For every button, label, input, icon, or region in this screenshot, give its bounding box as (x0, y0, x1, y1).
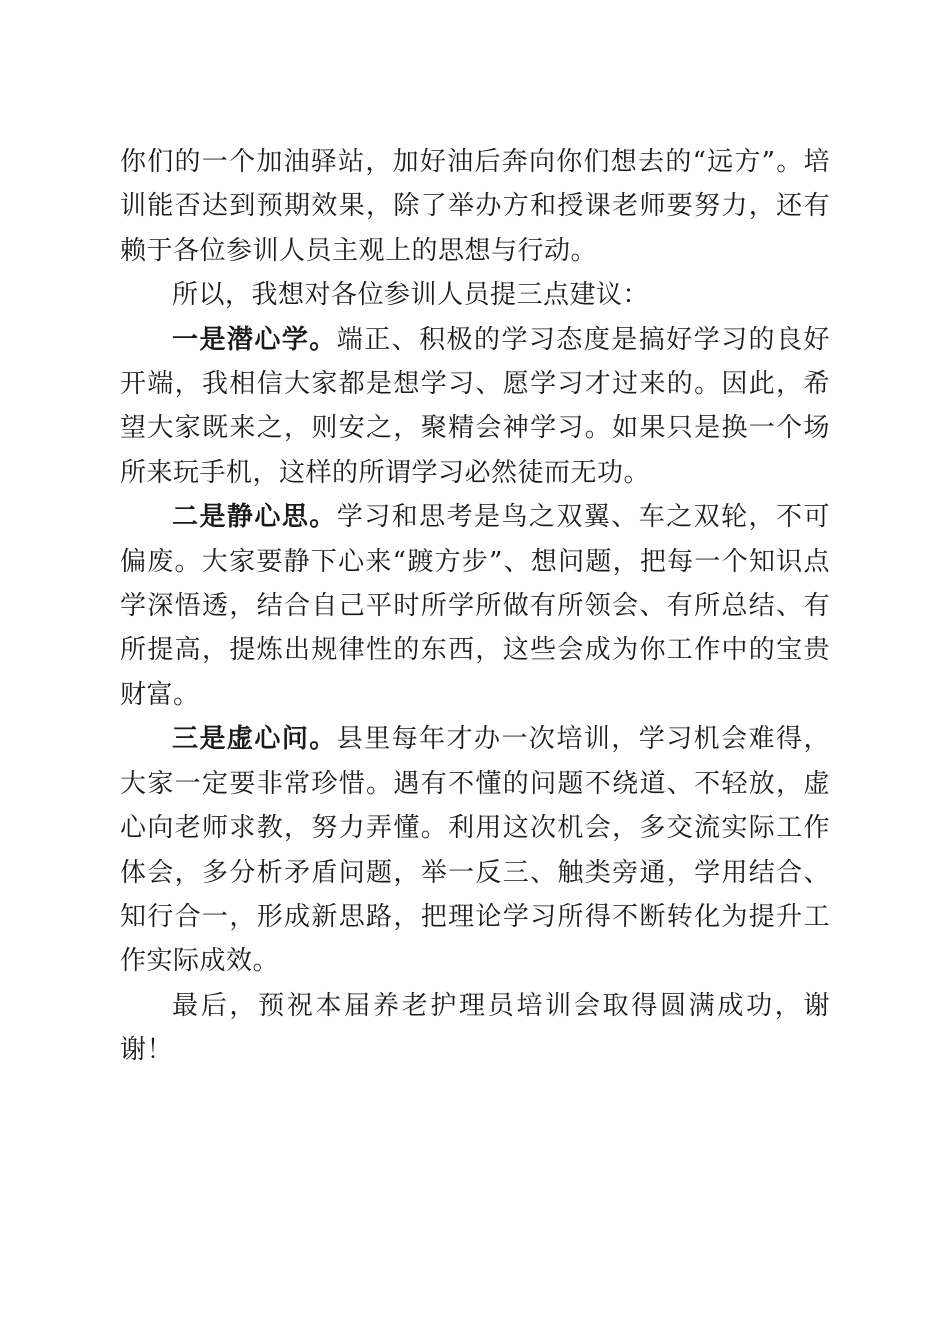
paragraph-suggestion-two (120, 495, 830, 717)
paragraph-text: 端正、积极的学习态度是搞好学习的良好开端，我相信大家都是想学习、愿学习才过来的。因此，希望大家既来之，则安之，聚精会神学习。如果只是换一个场所来玩手机，这样的所谓学习必然徒而无功。 (120, 324, 830, 488)
paragraph-text: 最后，预祝本届养老护理员培训会取得圆满成功，谢谢！ (120, 990, 830, 1066)
paragraph-text: 你们的一个加油驿站，加好油后奔向你们想去的“远方”。培训能否达到预期效果，除了举办方和授课老师要努力，还有赖于各位参训人员主观上的思想与行动。 (120, 147, 830, 266)
paragraph-text: 学习和思考是鸟之双翼、车之双轮，不可偏废。大家要静下心来“踱方步”、想问题，把每一个知识点学深悟透，结合自己平时所学所做有所领会、有所总结、有所提高，提炼出规律性的东西，这些会成为你工作中的宝贵财富。 (120, 502, 830, 710)
paragraph-lead: 二是静心思。 (172, 502, 337, 533)
paragraph-suggestion-one (120, 318, 830, 496)
paragraph-suggestions-intro (120, 273, 830, 317)
paragraph-continuation (120, 140, 830, 273)
paragraph-closing (120, 984, 830, 1073)
paragraph-lead: 三是虚心问。 (172, 724, 337, 755)
paragraph-lead: 一是潜心学。 (172, 324, 337, 355)
document-body (120, 140, 830, 1073)
paragraph-suggestion-three (120, 717, 830, 983)
paragraph-text: 县里每年才办一次培训，学习机会难得，大家一定要非常珍惜。遇有不懂的问题不绕道、不轻放，虚心向老师求教，努力弄懂。利用这次机会，多交流实际工作体会，多分析矛盾问题，举一反三、触类旁通，学用结合、知行合一，形成新思路，把理论学习所得不断转化为提升工作实际成效。 (120, 724, 830, 977)
paragraph-text: 所以，我想对各位参训人员提三点建议： (172, 280, 650, 311)
